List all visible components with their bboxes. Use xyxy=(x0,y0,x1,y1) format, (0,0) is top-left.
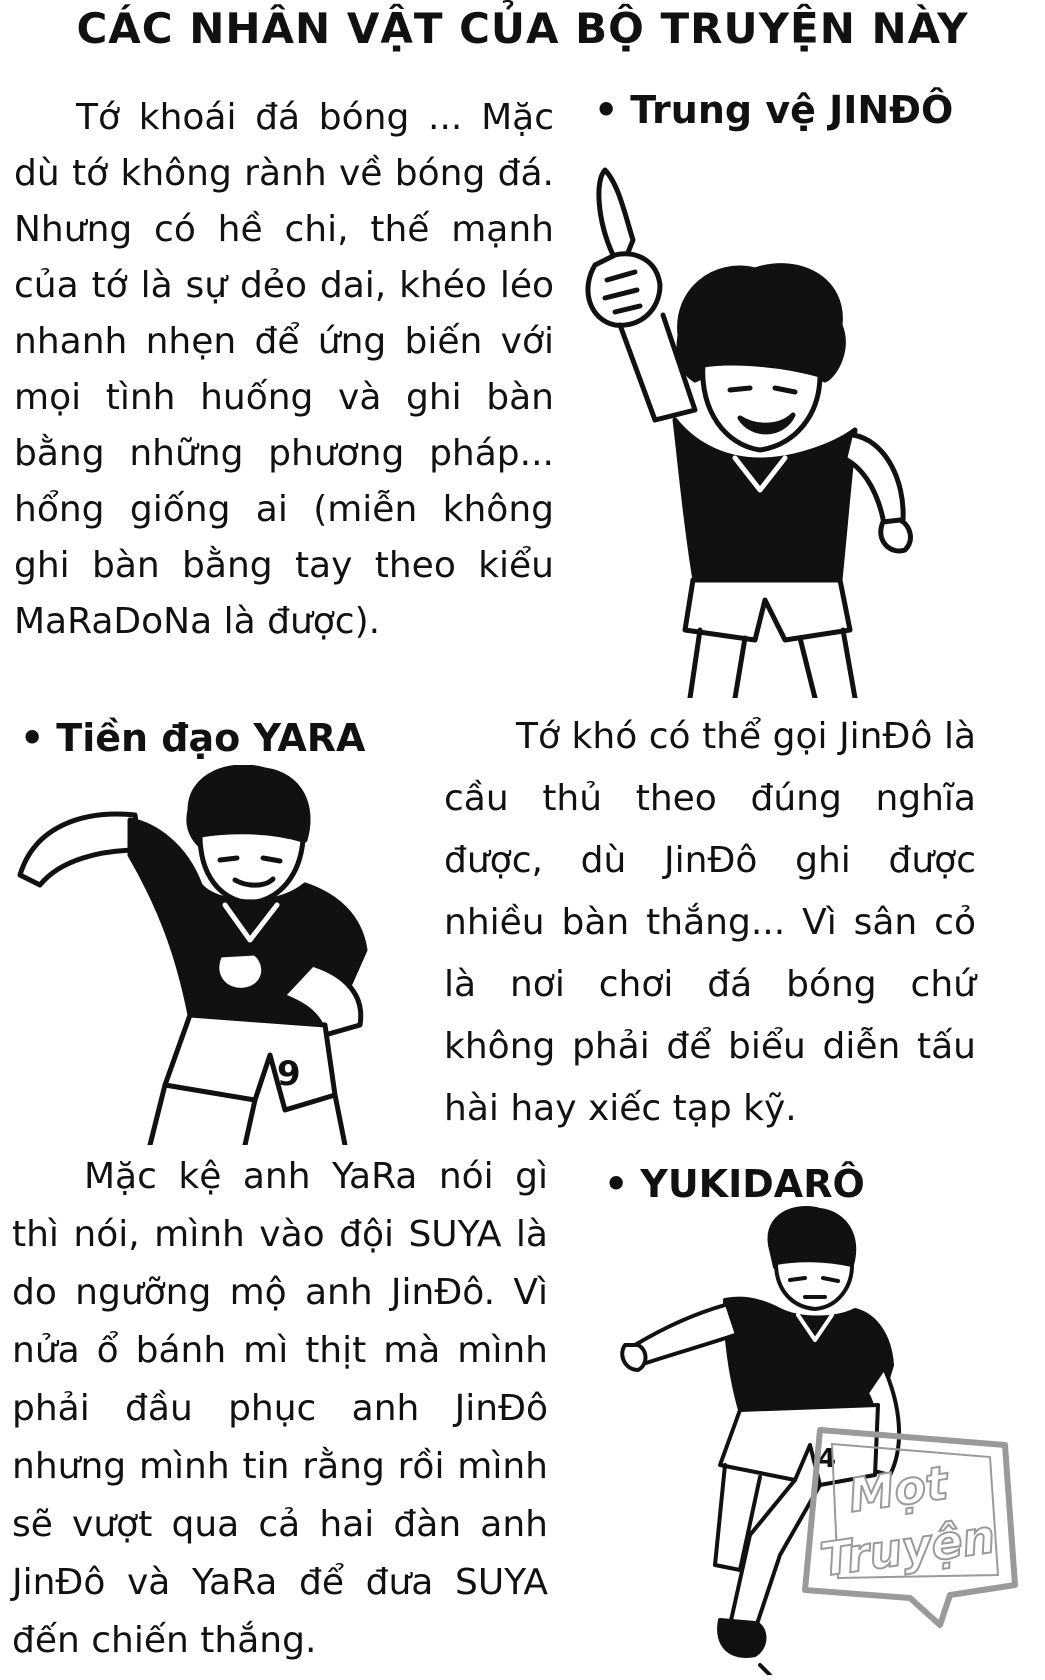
watermark-line2: Truyện xyxy=(816,1508,999,1587)
jindo-heading-label: Trung vệ JINĐÔ xyxy=(630,88,954,132)
yara-heading xyxy=(20,716,365,760)
jindo-description: Tớ khoái đá bóng ... Mặc dù tớ không rành về bóng đá. Nhưng có hề chi, thế mạnh của tớ là sự dẻo dai, khéo léo nhanh nhẹn để ứng biến với mọi tình huống và ghi bàn bằng những phương pháp... hổng giống ai (miễn không ghi bàn bằng tay theo kiểu MaRaDoNa là được). xyxy=(14,97,554,642)
watermark-logo xyxy=(790,1420,1020,1630)
jindo-illustration xyxy=(585,160,985,698)
bullet-icon: • xyxy=(20,716,45,760)
bullet-icon: • xyxy=(604,1162,629,1206)
bullet-icon: • xyxy=(594,88,619,132)
yara-jersey-number: 9 xyxy=(277,1054,301,1094)
yara-description: Tớ khó có thể gọi JinĐô là cầu thủ theo đúng nghĩa được, dù JinĐô ghi được nhiều bàn thắng... Vì sân cỏ là nơi chơi đá bóng chứ không phải để biểu diễn tấu hài hay xiếc tạp kỹ. xyxy=(444,716,976,1129)
watermark-line1: Mọt xyxy=(845,1455,952,1523)
page-title: CÁC NHÂN VẬT CỦA BỘ TRUYỆN NÀY xyxy=(76,4,969,53)
yukidaro-jersey-number: 4 xyxy=(818,1444,837,1474)
yukidaro-heading-label: YUKIDARÔ xyxy=(640,1162,865,1206)
jindo-heading xyxy=(594,88,953,132)
yara-illustration xyxy=(15,765,415,1145)
yukidaro-description: Mặc kệ anh YaRa nói gì thì nói, mình vào đội SUYA là do ngưỡng mộ anh JinĐô. Vì nửa ổ bánh mì thịt mà mình phải đầu phục anh JinĐô nhưng mình tin rằng rồi mình sẽ vượt qua cả hai đàn anh JinĐô và YaRa để đưa SUYA đến chiến thắng. xyxy=(12,1156,548,1661)
yara-heading-label: Tiền đạo YARA xyxy=(56,716,366,760)
yukidaro-heading xyxy=(604,1162,865,1206)
